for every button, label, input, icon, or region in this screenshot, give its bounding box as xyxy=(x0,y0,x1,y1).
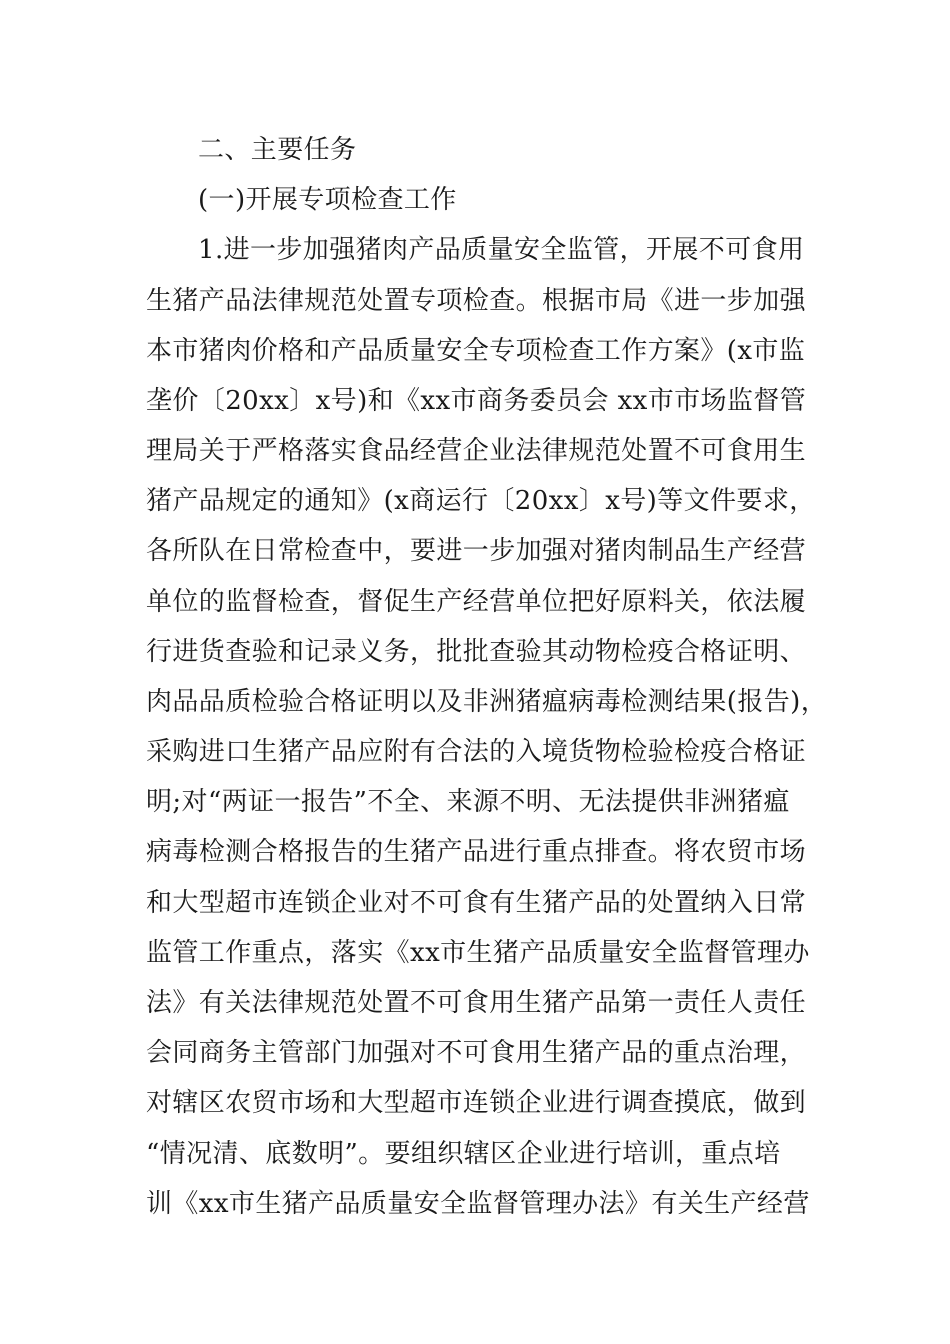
paragraph-line: 法》有关法律规范处置不可食用生猪产品第一责任人责任 xyxy=(146,988,807,1018)
paragraph-line: 训《xx市生猪产品质量安全监督管理办法》有关生产经营 xyxy=(146,1189,810,1219)
paragraph-line: 会同商务主管部门加强对不可食用生猪产品的重点治理， xyxy=(146,1038,807,1068)
section-heading: 二、主要任务 xyxy=(198,135,357,165)
paragraph-line: 采购进口生猪产品应附有合法的入境货物检验检疫合格证 xyxy=(146,737,807,767)
paragraph-line: 各所队在日常检查中，要进一步加强对猪肉制品生产经营 xyxy=(146,536,807,566)
paragraph-line: 和大型超市连锁企业对不可食有生猪产品的处置纳入日常 xyxy=(146,888,807,918)
paragraph-line: 猪产品规定的通知》(x商运行〔20xx〕x号)等文件要求， xyxy=(146,486,816,516)
paragraph-line: 监管工作重点，落实《xx市生猪产品质量安全监督管理办 xyxy=(146,938,810,968)
paragraph-line: 生猪产品法律规范处置专项检查。根据市局《进一步加强 xyxy=(146,286,807,316)
paragraph-line: 本市猪肉价格和产品质量安全专项检查工作方案》(x市监 xyxy=(146,336,806,366)
paragraph-line: 行进货查验和记录义务，批批查验其动物检疫合格证明、 xyxy=(146,637,807,667)
paragraph-line: 理局关于严格落实食品经营企业法律规范处置不可食用生 xyxy=(146,436,807,466)
paragraph-line: 病毒检测合格报告的生猪产品进行重点排查。将农贸市场 xyxy=(146,837,807,867)
paragraph-line: “情况清、底数明”。要组织辖区企业进行培训，重点培 xyxy=(146,1139,781,1169)
paragraph-line: 肉品品质检验合格证明以及非洲猪瘟病毒检测结果(报告)， xyxy=(146,687,828,717)
subsection-heading: (一)开展专项检查工作 xyxy=(198,185,457,215)
paragraph-line: 明;对“两证一报告”不全、来源不明、无法提供非洲猪瘟 xyxy=(146,787,790,817)
paragraph-line: 1.进一步加强猪肉产品质量安全监管，开展不可食用 xyxy=(198,235,805,265)
paragraph-line: 垄价〔20xx〕x号)和《xx市商务委员会 xx市市场监督管 xyxy=(146,386,807,416)
paragraph-line: 单位的监督检查，督促生产经营单位把好原料关，依法履 xyxy=(146,587,807,617)
paragraph-line: 对辖区农贸市场和大型超市连锁企业进行调查摸底，做到 xyxy=(146,1088,807,1118)
